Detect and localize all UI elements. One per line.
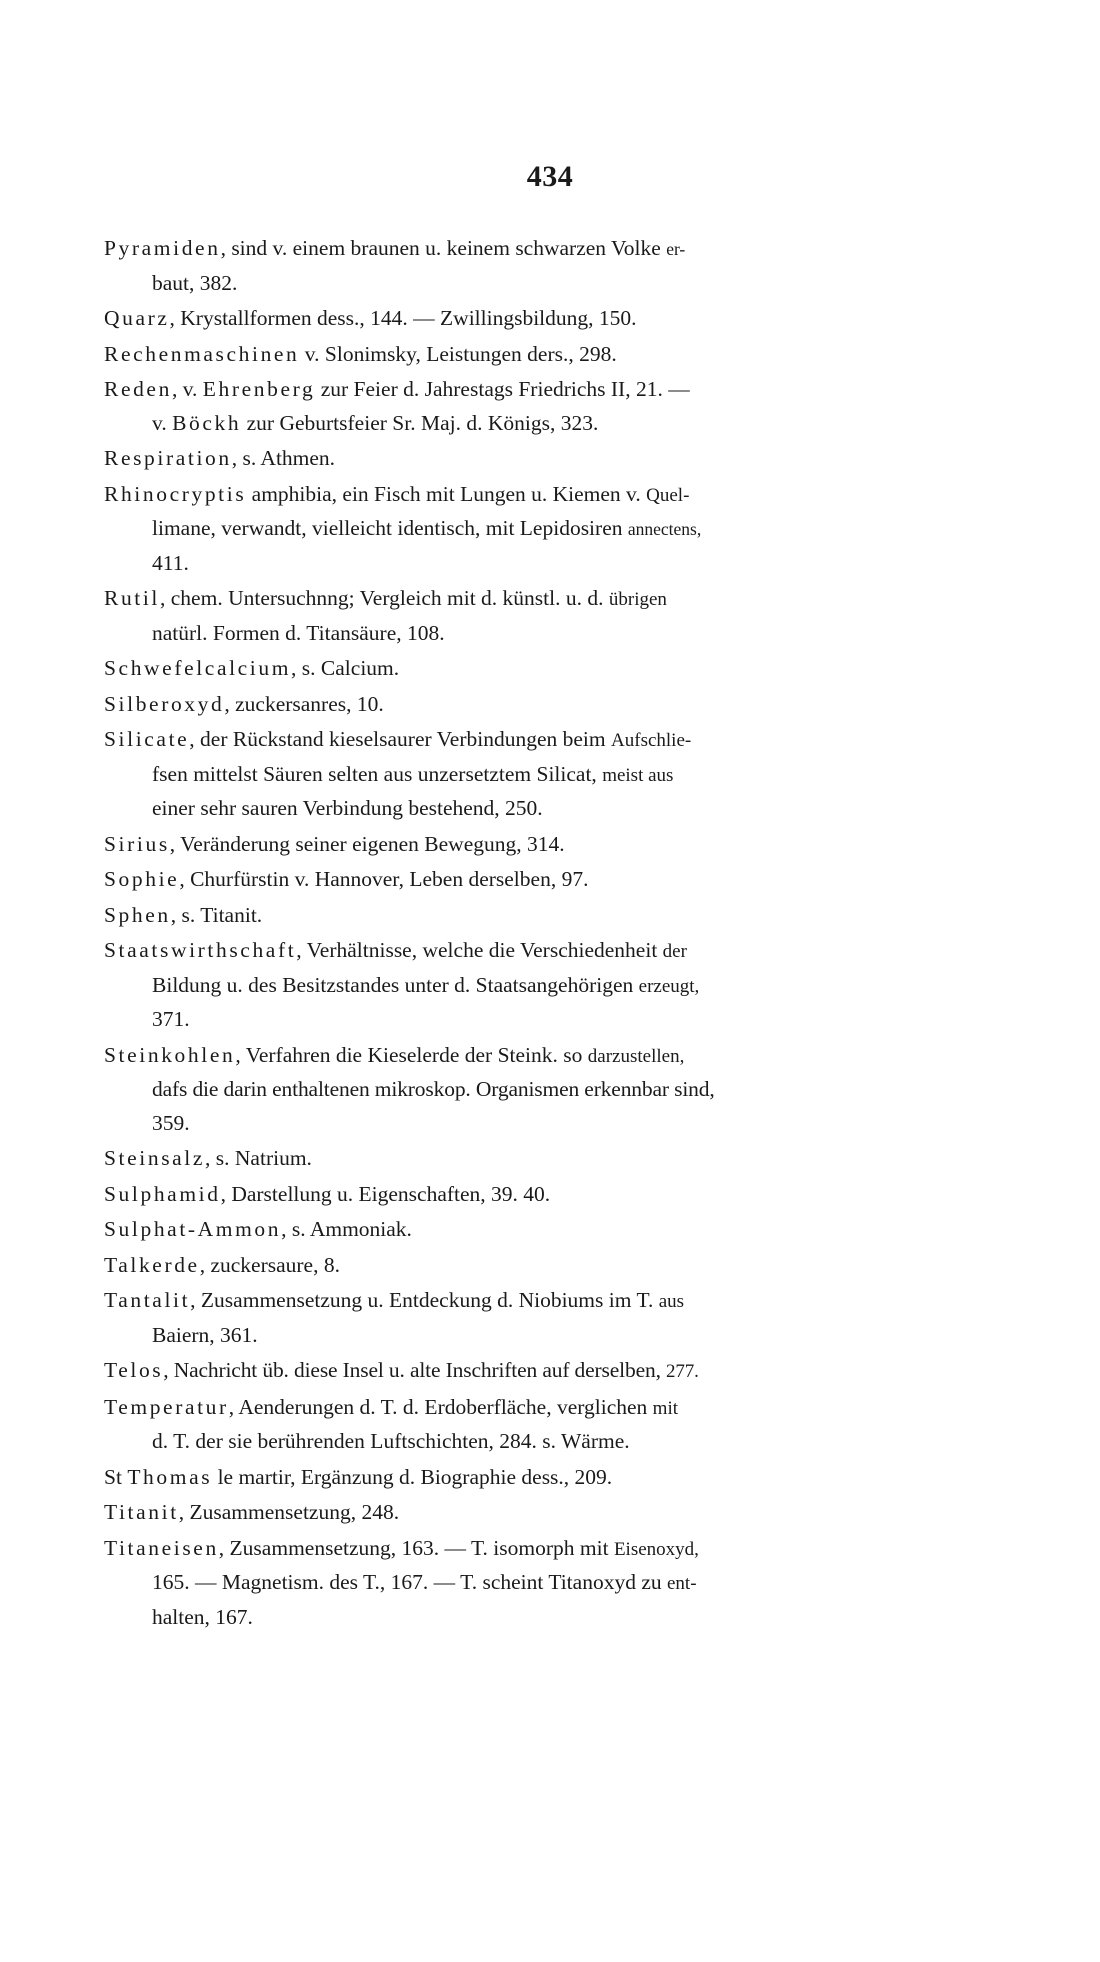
index-entry: Schwefelcalcium, s. Calcium. [104,656,400,680]
index-entry: Sophie, Churfürstin v. Hannover, Leben derselben, 97. [104,867,589,891]
index-entry: St Thomas le martir, Ergänzung d. Biographie dess., 209. [104,1464,613,1489]
index-entry: Quarz, Krystallformen dess., 144. — Zwillingsbildung, 150. [104,306,637,330]
index-entry: Rhinocryptis amphibia, ein Fisch mit Lungen u. Kiemen v. Quel- limane, verwandt, vielleicht identisch, mit Lepidosiren annectens, 411. [104,481,702,575]
index-entry: Sulphamid, Darstellung u. Eigenschaften, 39. 40. [104,1181,551,1206]
index-entry-list [104,232,992,1636]
index-entry: Silicate, der Rückstand kieselsaurer Verbindungen beim Aufschlie- fsen mittelst Säuren selten aus unzersetztem Silicat, meist aus einer sehr sauren Verbindung bestehend, 250. [104,727,692,820]
index-entry: Tantalit, Zusammensetzung u. Entdeckung d. Niobiums im T. aus Baiern, 361. [104,1288,685,1347]
index-entry: Steinkohlen, Verfahren die Kieselerde der Steink. so darzustellen, dafs die darin enthaltenen mikroskop. Organismen erkennbar sind, 359. [104,1042,715,1135]
entry-line: baut, 382. [152,270,238,295]
index-entry: Reden, v. Ehrenberg zur Feier d. Jahrestags Friedrichs II, 21. — v. Böckh zur Geburtsfeier Sr. Maj. d. Königs, 323. [104,377,690,435]
index-entry: Pyramiden, sind v. einem braunen u. keinem schwarzen Volke er- baut, 382. [104,232,992,300]
index-entry: Steinsalz, s. Natrium. [104,1146,312,1170]
index-entry: Talkerde, zuckersaure, 8. [104,1252,340,1277]
index-entry: Silberoxyd, zuckersanres, 10. [104,691,384,716]
index-entry: Sirius, Veränderung seiner eigenen Bewegung, 314. [104,831,565,856]
index-entry: Staatswirthschaft, Verhältnisse, welche die Verschiedenheit der Bildung u. des Besitzstandes unter d. Staatsangehörigen erzeugt, 371. [104,938,700,1031]
index-entry: Rutil, chem. Untersuchnng; Vergleich mit d. künstl. u. d. übrigen natürl. Formen d. Titansäure, 108. [104,586,667,645]
entry-line: , sind v. einem braunen u. keinem schwarzen Volke er- [220,236,686,260]
index-entry: Respiration, s. Athmen. [104,446,336,470]
index-entry: Sulphat-Ammon, s. Ammoniak. [104,1217,412,1241]
index-entry: Telos, Nachricht üb. diese Insel u. alte Inschriften auf derselben, 277. [104,1358,699,1382]
index-entry: Sphen, s. Titanit. [104,902,263,927]
index-entry: Temperatur, Aenderungen d. T. d. Erdoberfläche, verglichen mit d. T. der sie berührenden Luftschichten, 284. s. Wärme. [104,1394,679,1453]
index-entry: Titaneisen, Zusammensetzung, 163. — T. isomorph mit Eisenoxyd, 165. — Magnetism. des T., 167. — T. scheint Titanoxyd zu ent- halten, 167. [104,1535,699,1629]
index-entry: Rechenmaschinen v. Slonimsky, Leistungen ders., 298. [104,341,617,366]
page-number: 434 [526,160,574,193]
index-entry: Titanit, Zusammensetzung, 248. [104,1500,400,1524]
